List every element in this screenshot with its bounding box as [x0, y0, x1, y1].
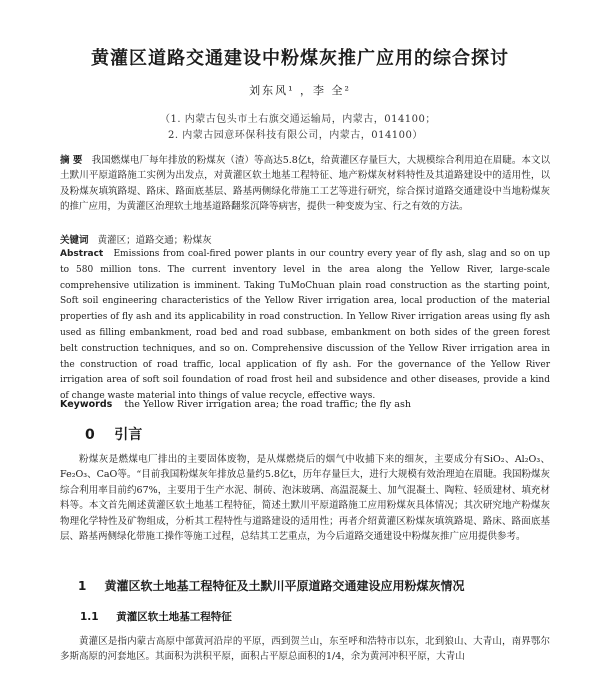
- affiliation-2: 2. 内蒙古园意环保科技有限公司，内蒙古，014100）: [168, 130, 423, 141]
- section-0-title: 引言: [114, 427, 143, 443]
- section-1-1-heading: [80, 609, 232, 624]
- abstract-cn: [60, 153, 550, 214]
- keywords-en-text: the Yellow River irrigation area; the road traffic; the fly ash: [124, 399, 411, 410]
- section-0-text: 粉煤灰是燃煤电厂排出的主要固体废物，是从煤燃烧后的烟气中收捕下来的细灰，主要成分有SiO₂、Al₂O₃、Fe₂O₃、CaO等。“目前我国粉煤灰年排放总量约5.8亿t，历年存量巨大，进行大规模有效治理迫在眉睫。我国粉煤灰综合利用率目前约67%，主要用于生产水泥、制砖、泡沫玻璃、高温混凝土、加气混凝土、陶粒、轻质建材、填充材料等。本文首先阐述黄灌区软土地基工程特征，简述土默川平原道路施工应用粉煤灰具体情况；其次研究地产粉煤灰物理化学特性及矿物组成，分析其工程特性与道路建设的适用性；再者介绍黄灌区粉煤灰填筑路堤、路床、路面底基层、路基两侧绿化带施工操作等施工过程，总结其工艺重点，为今后道路交通建设中粉煤灰推广应用提供参考。: [60, 454, 550, 543]
- section-0-number: 0: [85, 427, 95, 443]
- keywords-cn-text: 黄灌区；道路交通；粉煤灰: [97, 235, 212, 246]
- abstract-en-text: Emissions from coal-fired power plants in our country every year of fly ash, slag and so on up to 580 million tons. The current inventory level in the area along the Yellow River, large-scale comprehensive utilization is imminent. Taking TuMoChuan plain road construction as the starting point, Soft soil engineering characteristics of the Yellow River irrigation area, local production of the material properties of fly ash and its applicability in road construction. In Yellow River irrigation areas using fly ash used as filling embankment, road bed and road subbase, embankment on both sides of the green forest belt construction techniques, and so on. Comprehensive discussion of the Yellow River irrigation area in the construction of road traffic, local application of fly ash. For the governance of the Yellow River irrigation area of soft soil foundation of road frost heil and subsidence and other diseases, provide a kind of change waste material into things of value recycle, effective ways.: [60, 249, 550, 402]
- paper-title: 黄灌区道路交通建设中粉煤灰推广应用的综合探讨: [91, 48, 509, 69]
- keywords-en: [60, 399, 411, 410]
- author-line: 刘东风¹ ，李 全²: [249, 84, 351, 97]
- affiliation-1: （1. 内蒙古包头市土右旗交通运输局，内蒙古，014100；: [160, 114, 436, 125]
- section-1-number: 1: [78, 579, 87, 593]
- keywords-cn-label: 关键词: [60, 235, 89, 246]
- section-1-1-number: 1.1: [80, 611, 99, 623]
- abstract-cn-label: 摘 要: [60, 155, 83, 166]
- keywords-cn: [60, 232, 212, 246]
- section-1-1-title: 黄灌区软土地基工程特征: [116, 611, 232, 623]
- section-1-title: 黄灌区软土地基工程特征及土默川平原道路交通建设应用粉煤灰情况: [104, 579, 465, 593]
- abstract-cn-text: 我国燃煤电厂每年排放的粉煤灰（渣）等高达5.8亿t，给黄灌区存量巨大，大规模综合利用迫在眉睫。本文以土默川平原道路施工实例为出发点，对黄灌区软土地基工程特征、地产粉煤灰材料特性及其道路建设中的适用性，以及粉煤灰填筑路堤、路床、路面底基层、路基两侧绿化带施工工艺等进行研究，综合探讨道路交通建设中当地粉煤灰的推广应用，为黄灌区治理软土地基道路翻浆沉降等病害，提供一种变废为宝、行之有效的方法。: [60, 155, 550, 212]
- section-1-heading: [78, 577, 465, 594]
- abstract-en: [60, 247, 550, 405]
- section-1-1-text: 黄灌区是指内蒙古高原中部黄河沿岸的平原，西到贺兰山，东至呼和浩特市以东，北到狼山、大青山，南界鄂尔多斯高原的河套地区。其面积为洪积平原，面积占平原总面积的1/4，余为黄河冲积平原，大青山: [60, 636, 550, 663]
- section-0-heading: [85, 424, 142, 444]
- keywords-en-label: Keywords: [60, 399, 113, 410]
- abstract-en-label: Abstract: [60, 249, 104, 259]
